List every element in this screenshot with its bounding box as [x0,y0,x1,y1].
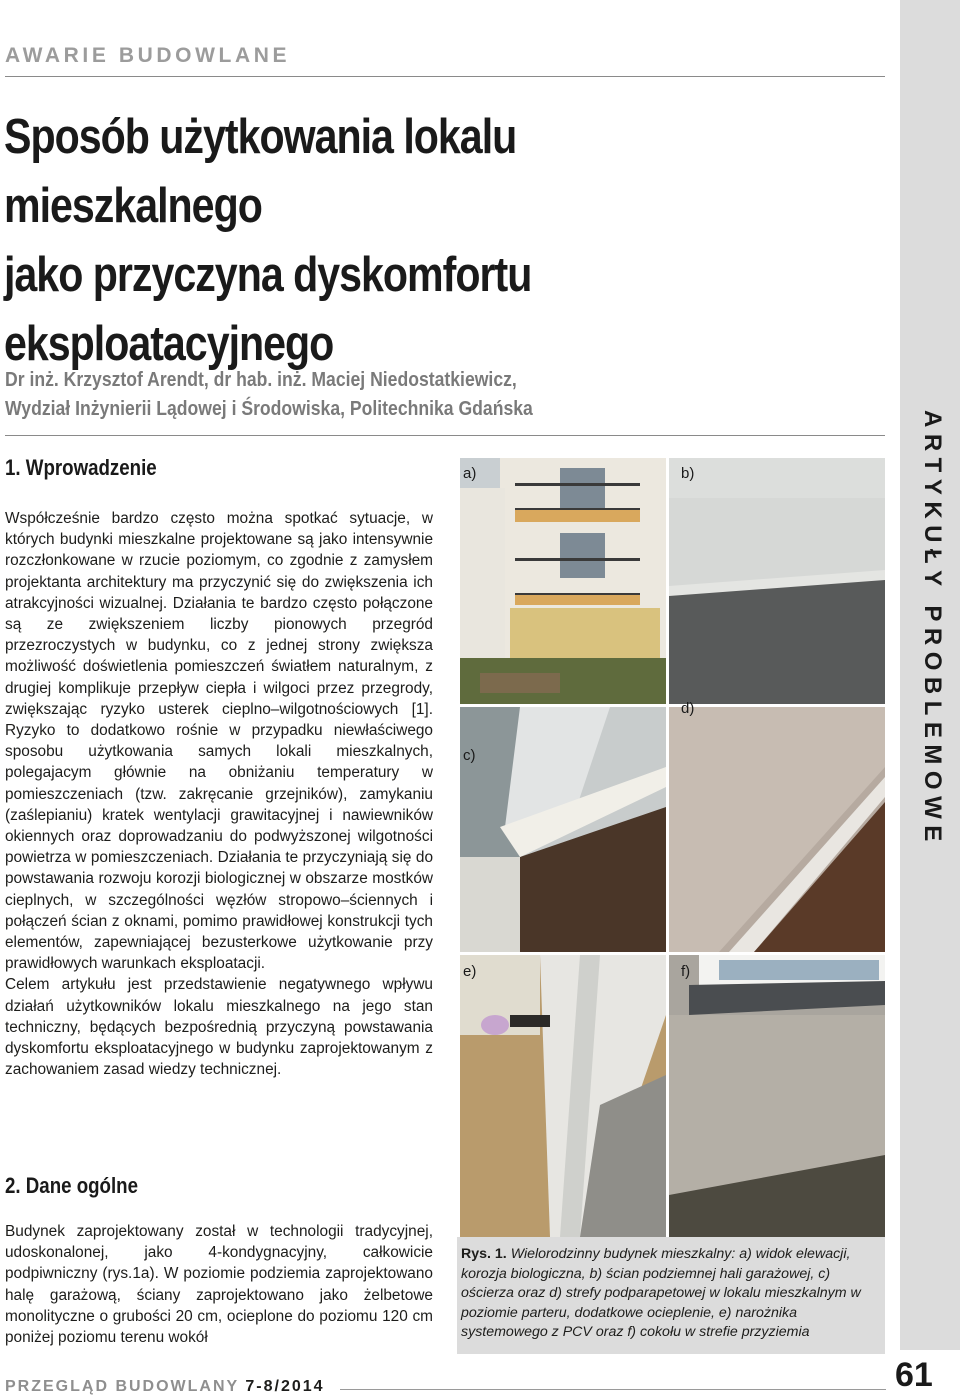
figure-caption [461,1245,881,1343]
figure-label: f) [681,963,691,980]
authors-divider [5,435,885,436]
journal-name: PRZEGLĄD BUDOWLANY [5,1378,246,1395]
affiliation: Wydział Inżynierii Lądowej i Środowiska, Politechnika Gdańska [5,398,533,420]
article-title [4,103,743,379]
issue-number: 7-8/2014 [245,1378,325,1395]
introduction-text [5,508,433,1080]
figure-label: e) [463,963,477,980]
paragraph: Współcześnie bardzo często można spotkać sytuacje, w których budynki mieszkalne projektowane są jako intensywnie rozczłonkowane w rzucie poziomym, co zgodnie z zamysłem projektanta architektury ma przyczynić się do zwiększenia ich atrakcyjności wizualnej. Działania te bardzo często połączone są ze zwiększeniem liczby pionowych przegród przezroczystych w budynku, co z jednej strony zwiększa możliwość doświetlenia pomieszczeń światłem naturalnym, z drugiej komplikuje przepływ ciepła i wilgoci przez przegrody, zwiększając ryzyko usterek cieplno–wilgotnościowych [1]. Ryzyko to dodatkowo rośnie w przypadku niewłaściwego sposobu użytkowania samych lokali mieszkalnych, polegajacym głównie na obniżaniu temperatury w pomieszczeniach (tzw. zakręcanie grzejników), zamykaniu (zaślepianiu) kratek wentylacji grawitacyjnej i nawiewników okiennych oraz doprowadzaniu do podwyższonej wilgotności powietrza w pomieszczeniach. Działania te przyczyniają się do powstawania rozwoju korozji biologicznej w obszarze mostków cieplnych, w szczególności węzłów stropowo–ściennych i połączeń ścian z oknami, pomimo prawidłowej konstrukcji tych elementów, zapewniającej bezusterkowe użytkowanie przy prawidłowych warunkach eksploatacji. [5,510,433,973]
photo-window-reveal [460,707,666,952]
sidebar-category-label: ARTYKUŁY PROBLEMOWE [919,410,946,848]
figure-1 [457,455,885,1240]
section-label: AWARIE BUDOWLANE [5,44,291,67]
authors-affiliation [5,366,533,424]
section-heading-general-data: 2. Dane ogólne [5,1173,139,1198]
paragraph: Budynek zaprojektowany został w technologii tradycyjnej, udoskonalonej, jako 4-kondygnacyjny, całkowicie podpiwniczny (rys.1a). W poziomie podziemia zaprojektowano halę garażową, ściany zaprojektowano jako żelbetowe monolityczne o grubości 20 cm, ocieplone do poziomu 120 cm poniżej poziomu terenu wokół [5,1223,433,1347]
figure-label: a) [463,465,477,482]
section-heading-introduction: 1. Wprowadzenie [5,455,157,480]
footer-divider [340,1389,892,1390]
figure-label: b) [681,465,695,482]
header-divider [5,76,885,77]
page-number: 61 [895,1356,933,1394]
title-line: Sposób użytkowania lokalu mieszkalnego [4,110,517,233]
caption-prefix: Rys. 1. [461,1246,507,1262]
photo-pcv-corner [460,955,666,1237]
title-line: jako przyczyna dyskomfortu [4,248,532,302]
photo-parapet-zone [669,707,885,952]
paragraph: Celem artykułu jest przedstawienie negatywnego wpływu działań użytkowników lokalu mieszkalnego na jego stan techniczny, będących bezpośrednią przyczyną powstawania dyskomfortu eksploatacyjnego w budynku zaprojektowanym z zachowaniem zasad wiedzy technicznej. [5,976,433,1079]
figure-label: d) [681,700,695,717]
authors: Dr inż. Krzysztof Arendt, dr hab. inż. Maciej Niedostatkiewicz, [5,369,517,391]
caption-text: Wielorodzinny budynek mieszkalny: a) widok elewacji, korozja biologiczna, b) ścian podziemnej hali garażowej, c) ościerza oraz d) strefy podparapetowej w lokalu mieszkalnym w poziomie parteru, dodatkowe ocieplenie, e) narożnika systemowego z PCV oraz f) cokołu w strefie przyziemia [461,1246,861,1340]
photo-garage-wall [669,458,885,704]
photo-plinth [669,955,885,1237]
figure-label: c) [463,747,476,764]
general-data-text [5,1221,433,1348]
photo-facade [460,458,666,704]
footer-journal [5,1378,325,1396]
title-line: eksploatacyjnego [4,317,334,371]
